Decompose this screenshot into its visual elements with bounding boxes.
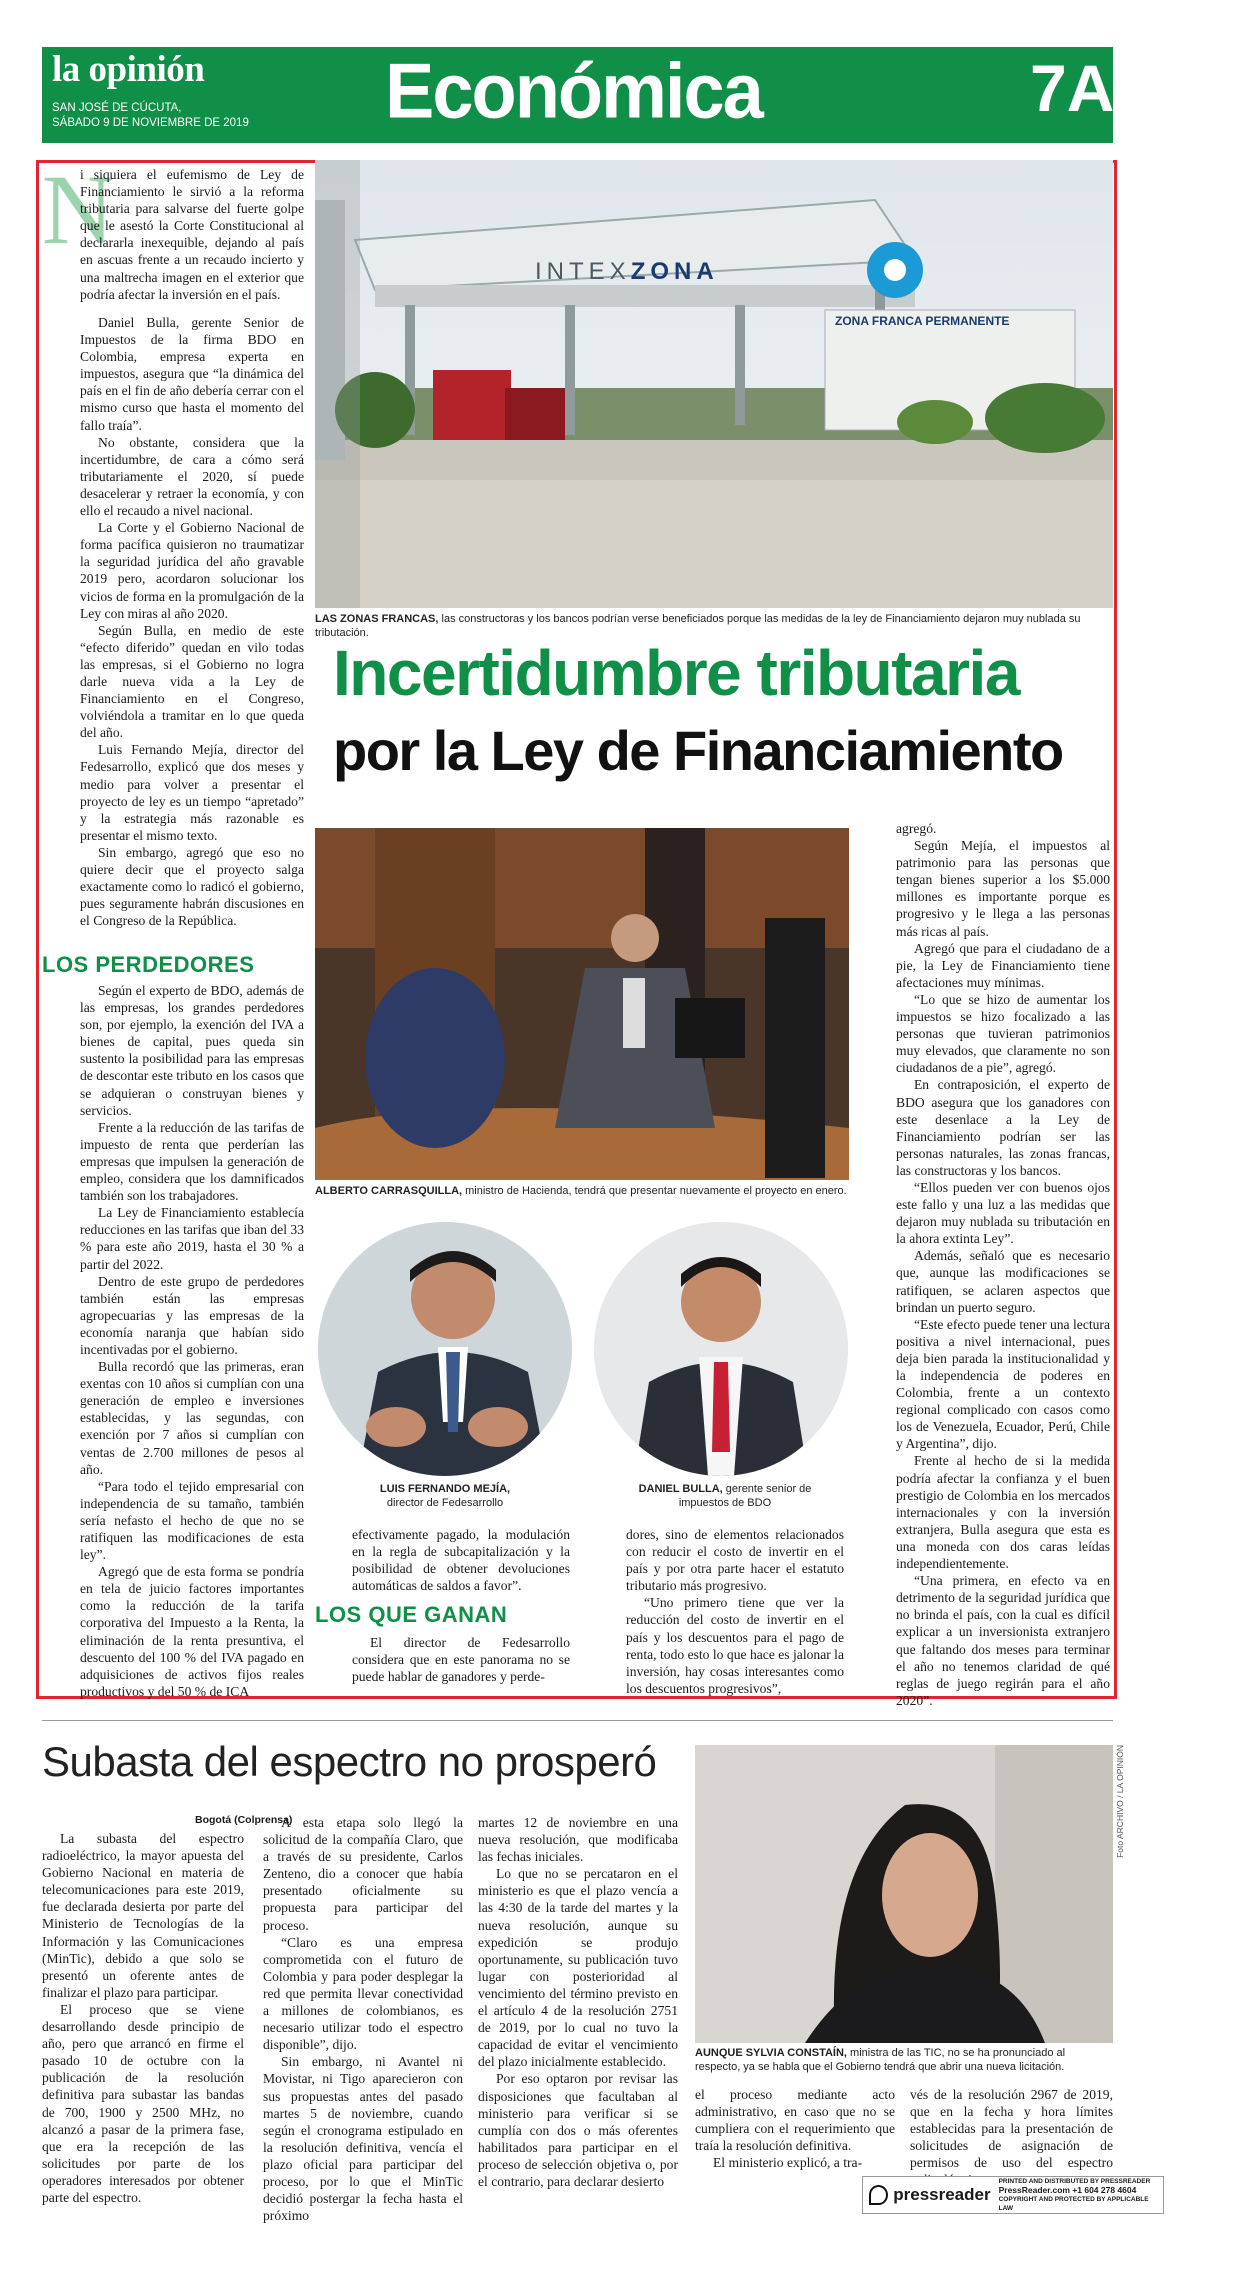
paragraph: Lo que no se percataron en el ministerio es que el plazo vencía a las 4:30 de la tarde del martes y la nueva resolución, aunque su expedición se produjo oportunamente, su publicación tuvo lugar con posterioridad al vencimiento del término previsto en el artículo 4 de la resolución 2751 de 2019, por lo cual no tuvo la capacidad de evitar el vencimiento del plazo inicialmente establecido. [478,1866,678,2070]
pressreader-line-3: COPYRIGHT AND PROTECTED BY APPLICABLE LAW [998,2196,1149,2212]
caption-lead: LAS ZONAS FRANCAS, [315,613,439,625]
paragraph: dores, sino de elementos relacionados con reducir el costo de invertir en el país y por otra parte hacer el estatuto tributario más progresivo. [626,1527,844,1594]
portrait-bulla-name: DANIEL BULLA, [638,1483,723,1495]
sign-intex-b: ZONA [630,258,719,285]
caption-lead: ALBERTO CARRASQUILLA, [315,1185,463,1197]
paragraph: El proceso que se viene desarrollando desde principio de año, pero que arrancó en firme el pasado 10 de octubre con la publicación de la resolución definitiva para subastar las bandas de 700, 1900 y 2500 MHz, no alcanzó a pasar de la primera fase, que era la recepción de las solicitudes por parte de los operadores interesados por obtener parte del espectro. [42,2001,244,2205]
main-column-1-cont [80,314,304,929]
portrait-bulla-caption [620,1482,830,1510]
paragraph: Sin embargo, ni Avantel ni Movistar, ni Tigo aparecieron con sus propuestas antes del pasado martes 5 de noviembre, cuando según el cronograma estipulado en la resolución definitiva, vencía el plazo oficial para participar del proceso, por lo que el MinTic decidió postergar la fecha hasta el próximo [263,2054,463,2224]
main-column-a2 [352,1634,570,1685]
pressreader-line-1: PRINTED AND DISTRIBUTED BY PRESSREADER [998,2178,1151,2185]
main-column-b [626,1526,844,1697]
paragraph: efectivamente pagado, la modulación en la regla de subcapitalización y la posibilidad de obtener devoluciones automáticas de saldos a favor”. [352,1527,570,1594]
portrait-bulla-role: gerente senior de impuestos de BDO [678,1483,812,1509]
paragraph: “Ellos pueden ver con buenos ojos este fallo y una luz a las medidas que dejaron muy nublada su tributación en la ahora extinta Ley”. [896,1179,1110,1247]
second-column-1 [42,1830,244,2206]
paragraph: Frente al hecho de si la medida podría afectar la confianza y el buen prestigio de Colombia en los mercados internacionales y con la inversión extranjera, Bulla asegura que esta es una moneda con dos caras leídas independientemente. [896,1453,1110,1572]
paragraph: Daniel Bulla, gerente Senior de Impuestos de la firma BDO en Colombia, empresa experta en impuestos, asegura que “la dinámica del país en el fin de año debería cerrar con el mismo curso que hasta el momento del fallo traía”. [80,315,304,433]
paragraph: i siquiera el eufemismo de Ley de Financiamiento le sirvió a la reforma tributaria para salvarse del fuerte golpe que le asestó la Corte Constitucional al declararla inexequible, dejando al país en ascuas frente a un recaudo incierto y una maltrecha imagen en el exterior que podría afectar la inversión en el país. [80,167,304,302]
page-number: 7A [1030,51,1115,125]
caption-text: ministro de Hacienda, tendrá que presentar nuevamente el proyecto en enero. [462,1185,847,1197]
paragraph: vés de la resolución 2967 de 2019, que en la fecha y hora límites establecidas para la presentación de solicitudes de asignación de permisos de uso del espectro [910,2087,1113,2171]
drop-cap: N [42,154,115,265]
constain-illustration [695,1745,1113,2043]
second-headline: Subasta del espectro no prosperó [42,1738,657,1785]
paragraph: La Corte y el Gobierno Nacional de forma pacífica quisieron no traumatizar la seguridad jurídica del año gravable 2019 pero, acordaron solucionar los vicios de forma en la promulgación de la Ley con miras al año 2020. [80,520,304,621]
second-column-3 [478,1814,678,2190]
sign-intex-a: INTEX [535,258,631,285]
subhead-perdedores: LOS PERDEDORES [42,952,255,977]
paragraph: La subasta del espectro radioeléctrico, la mayor apuesta del Gobierno Nacional en materia de telecomunicaciones para este 2019, fue declarada desierta por parte del Ministerio de Tecnologías de la Información y las Comunicaciones (MinTic), debido a que solo se presentó un oferente antes de finalizar el plazo para participar. [42,1831,244,2000]
photo-carrasquilla [315,828,849,1180]
paragraph: “Claro es una empresa comprometida con el futuro de Colombia y para poder desplegar la red que permita llevar conectividad a millones de colombianos, es necesario utilizar todo el espectro disponible”, dijo. [263,1934,463,2053]
paragraph: “Para todo el tejido empresarial con independencia de su tamaño, también sería nefasto el hecho de que no se ratifiquen las modificaciones de esta ley”. [80,1478,304,1563]
paragraph: El ministerio explicó, a tra- [713,2155,863,2171]
zona-franca-illustration [315,160,1113,608]
masthead-date: SÁBADO 9 DE NOVIEMBRE DE 2019 [52,117,249,129]
paragraph: Sin embargo, agregó que eso no quiere decir que el proyecto salga exactamente como lo radicó el gobierno, pues seguramente habrán discusiones en el Congreso de la República. [80,844,304,929]
paragraph: el proceso mediante acto administrativo, en caso que no se cumpliera con el requerimiento que traía la resolución definitiva. [695,2087,895,2154]
portrait-mejia [318,1222,572,1476]
second-photo-caption [695,2046,1113,2074]
second-photo-credit: Foto ARCHIVO / LA OPINIÓN [1115,1745,1125,1858]
portrait-bulla-figure [594,1222,848,1476]
photo-constain [695,1745,1113,2043]
pressreader-icon [869,2185,888,2205]
paragraph: Según Bulla, en medio de este “efecto diferido” quedan en vilo todas las empresas, si el Gobierno no logra darle nueva vida a la Ley de Financiamiento en el Congreso, volviéndola a tramitar en lo que queda del año. [80,622,304,741]
second-column-4 [695,2086,895,2171]
masthead-city: SAN JOSÉ DE CÚCUTA, [52,102,182,114]
mid-photo-caption [315,1184,849,1198]
headline-line-1: Incertidumbre tributaria [333,637,1019,709]
second-column-5 [910,2086,1113,2189]
story-divider [42,1720,1113,1721]
paragraph: “Lo que se hizo de aumentar los impuestos se hizo focalizado a las personas que tuvieran patrimonios muy elevados, que claramente no son ciudadanos de a pie”, agregó. [896,991,1110,1076]
portrait-mejia-name: LUIS FERNANDO MEJÍA, [379,1483,511,1495]
paragraph: “Uno primero tiene que ver la reducción del costo de invertir en el país y los descuentos para el pago de renta, todo esto lo que hace es jalonar la inversión, hay cosas interesantes como los descuentos progresivos”, [626,1595,844,1696]
paragraph: Además, señaló que es necesario que, aunque las modificaciones se ratifiquen, se aclaren aspectos que brindan un puerto seguro. [896,1248,1110,1315]
paragraph: En contraposición, el experto de BDO asegura que los ganadores con este desenlace a la Ley de Financiamiento podrían ser las personas naturales, las zonas francas, las constructoras y los bancos. [896,1077,1110,1178]
paragraph: “Este efecto puede tener una lectura positiva a nivel internacional, pues deja bien parada la institucionalidad y la independencia de poderes en Colombia, frente a un contexto regional complicado con casos como los de Venezuela, Ecuador, Perú, Chile y Argentina”, dijo. [896,1316,1110,1452]
paragraph: Frente a la reducción de las tarifas de impuesto de renta que perderían las empresas que impulsen la generación de empleo, considera que los damnificados también son los trabajadores. [80,1119,304,1204]
second-dateline: Bogotá (Colprensa) [195,1814,293,1826]
subhead-ganan: LOS QUE GANAN [315,1602,508,1627]
section-title: Económica [385,46,762,135]
portrait-mejia-caption [318,1482,572,1510]
paragraph: “Una primera, en efecto va en detrimento de la seguridad jurídica que no brinda el país, con la cual es difícil explicar a un inversionista extranjero que faltando dos meses para terminar el año no tenemos claridad de qué reglas de juego regirán para el año 2020”. [896,1573,1110,1708]
portrait-mejia-role: director de Fedesarrollo [386,1497,504,1509]
congress-illustration [315,828,849,1180]
pressreader-line-2: PressReader.com +1 604 278 4604 [998,2185,1137,2195]
paragraph: El director de Fedesarrollo considera que en este panorama no se puede hablar de ganadores y perde- [352,1635,570,1685]
sign-zona-franca: ZONA FRANCA PERMANENTE [835,314,1010,328]
paragraph: Agregó que para el ciudadano de a pie, la Ley de Financiamiento tiene afectaciones muy mínimas. [896,940,1110,990]
paragraph: La Ley de Financiamiento establecía reducciones en las tarifas que iban del 33 % para este año 2019, hasta el 30 % a partir del 2022. [80,1205,304,1272]
caption-text: ministra de las TIC, no se ha pronunciado al respecto, ya se habla que el Gobierno tendrá que abrir una nueva licitación. [695,2047,1066,2073]
portrait-mejia-figure [318,1222,572,1476]
photo-zona-franca [315,160,1113,608]
caption-text: las constructoras y los bancos podrían verse beneficiados porque las medidas de la ley de Financiamiento dejaron muy nublada su tributación. [315,613,1081,639]
main-column-1 [80,166,304,303]
caption-lead: AUNQUE SYLVIA CONSTAÍN, [695,2047,847,2059]
masthead-brand[interactable]: la opinión [52,49,205,90]
sign-intex [535,258,719,286]
paragraph: Dentro de este grupo de perdedores también están las empresas agropecuarias y las empresas de la economía naranja que habían sido incentivadas por el gobierno. [80,1273,304,1357]
second-column-2 [263,1814,463,2224]
main-column-a [352,1526,570,1594]
paragraph: Agregó que de esta forma se pondría en tela de juicio factores importantes como la reducción de la tarifa corporativa del Impuesto a la Renta, la eliminación de la renta presuntiva, el descuento del 100 % del IVA pagado en adquisiciones de activos fijos reales productivos y del 50 % de ICA [80,1564,304,1699]
pressreader-info [999,2177,1157,2213]
main-column-1b [80,982,304,1700]
pressreader-badge[interactable] [862,2176,1164,2214]
paragraph: Luis Fernando Mejía, director del Fedesarrollo, explicó que dos meses y medio para volver a presentar el proyecto de ley es un tiempo “apretado” y la estrategia más razonable es presentar el mismo texto. [80,742,304,843]
pressreader-brand: pressreader [893,2185,991,2204]
paragraph: No obstante, considera que la incertidumbre, de cara a cómo será tributariamente el 2020, sí puede desacelerar y retraer la economía, y con ello el recaudo a nivel nacional. [80,434,304,519]
paragraph: Según el experto de BDO, además de las empresas, los grandes perdedores son, por ejemplo, la exención del IVA a bienes de capital, pues queda sin sustento la posibilidad para las empresas de descontar este tributo en los casos que se adquieran o construyan bienes y servicios. [80,983,304,1118]
headline-line-2: por la Ley de Financiamiento [333,719,1063,782]
paragraph: Bulla recordó que las primeras, eran exentas con 10 años si cumplían con una generación de empleo e inversiones establecidas, y las segundas, con exención por 7 años si cumplían con ventas de 2.700 millones de pesos al año. [80,1359,304,1477]
paragraph: Por eso optaron por revisar las disposiciones que facultaban al ministerio para verificar si se cumplía con dos o más oferentes habilitados para participar en el proceso de selección objetiva o, por el contrario, para declarar desierto [478,2071,678,2189]
paragraph: A esta etapa solo llegó la solicitud de la compañía Claro, que a través de su presidente, Carlos Zenteno, dio a conocer que había presentado oficialmente su propuesta para participar del proceso. [263,1815,463,1933]
main-column-3 [896,820,1110,1709]
portrait-bulla [594,1222,848,1476]
paragraph: agregó. [896,821,937,836]
paragraph: Según Mejía, el impuestos al patrimonio para las personas que tengan bienes superior a los $5.000 millones es importante porque es progresivo y le llega a las personas más ricas al país. [896,838,1110,939]
paragraph: martes 12 de noviembre en una nueva resolución, que modificaba las fechas iniciales. [478,1815,678,1865]
